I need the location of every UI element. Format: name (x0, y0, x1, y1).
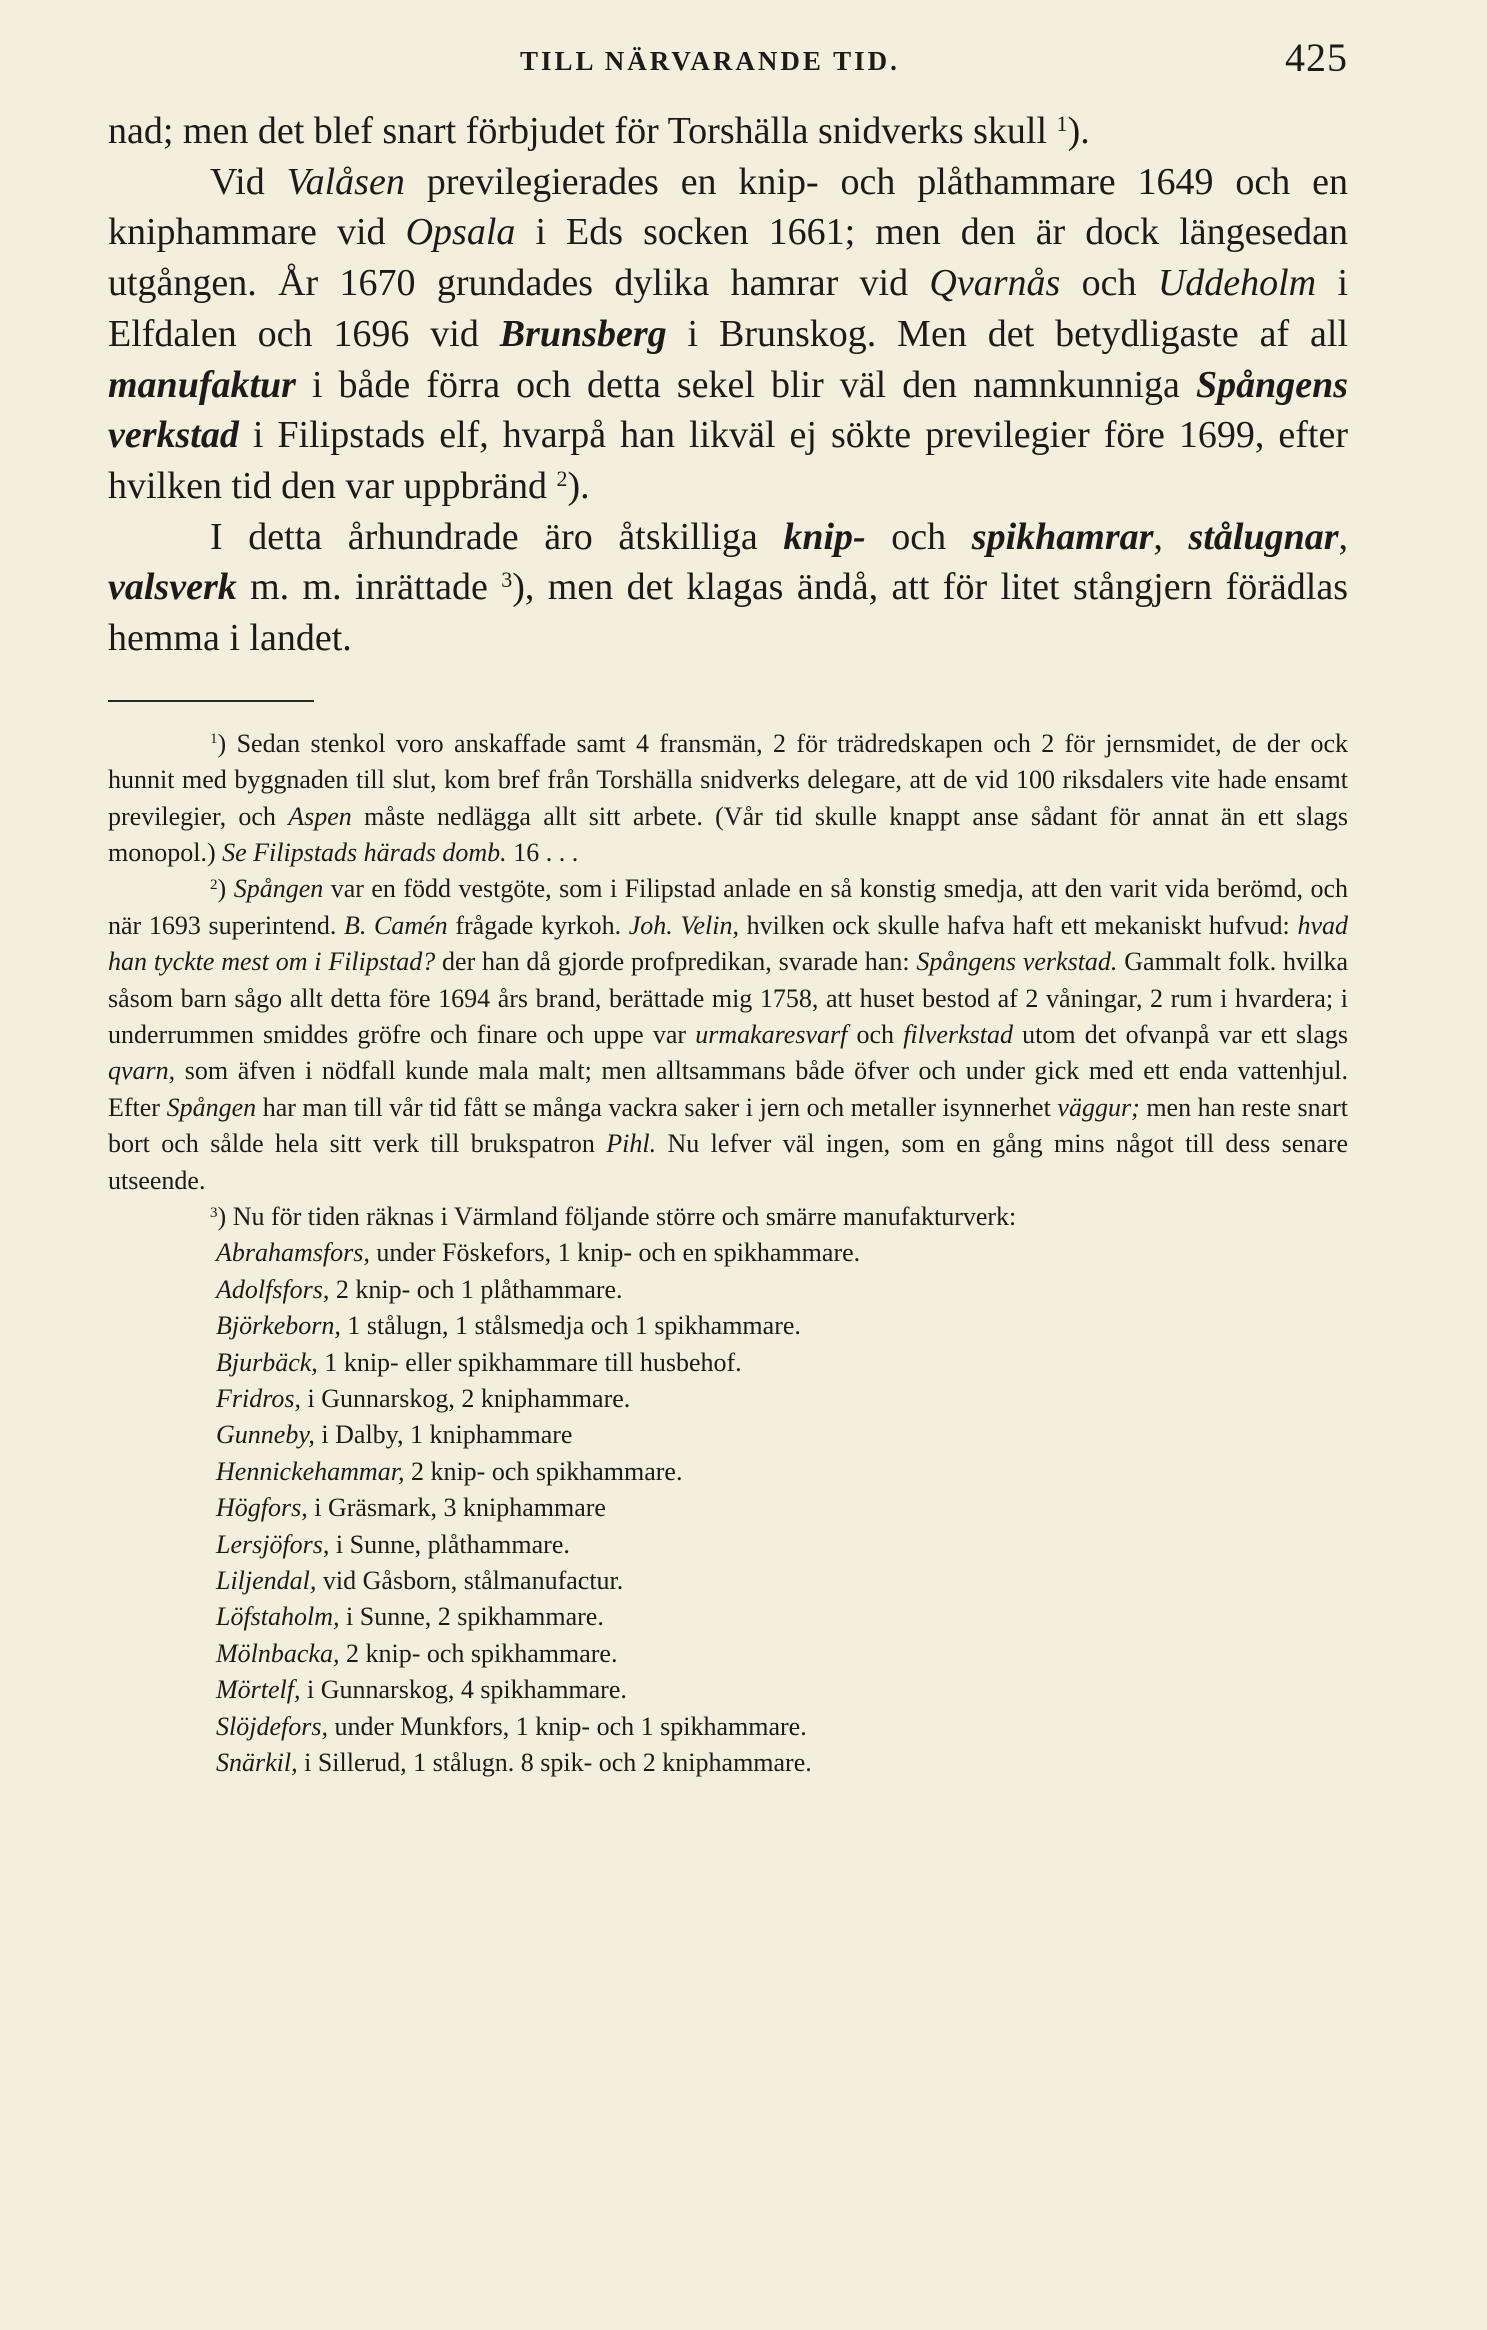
place-name: Opsala (405, 211, 516, 254)
text-run: ) Nu för tiden räknas i Värmland följande större och smärre manufakturverk: (217, 1202, 1017, 1232)
manufactory-list (108, 1235, 1348, 1781)
works-description: i Gunnarskog, 4 spikhammare. (300, 1675, 627, 1705)
place-name: Aspen (288, 801, 352, 831)
works-description: i Dalby, 1 kniphammare (314, 1420, 573, 1450)
works-description: i Sunne, 2 spikhammare. (339, 1602, 604, 1632)
works-description: under Munkfors, 1 knip- och 1 spikhammare. (327, 1711, 807, 1741)
list-item (108, 1345, 1348, 1381)
list-item (108, 1490, 1348, 1526)
emphasis: knip- (783, 515, 866, 558)
works-description: i Gräsmark, 3 kniphammare (307, 1493, 606, 1523)
works-description: i Sunne, plåthammare. (329, 1529, 570, 1559)
text-run: frågade kyrkoh. (447, 910, 629, 940)
page-number: 425 (1285, 35, 1348, 80)
text-run: som äfven i nödfall kunde mala malt; men alltsammans både öfver och under gick med ett enda vattenhjul. Efter (108, 1056, 1348, 1122)
text-run: i Elfdalen och 1696 vid (108, 262, 1348, 355)
text-run: var en född vestgöte, som i Filipstad anlade en så konstig smedja, att den varit vida berömd, och när 1693 superintend. (108, 874, 1348, 940)
citation: Se Filipstads härads domb. (222, 837, 507, 867)
list-item (108, 1272, 1348, 1308)
list-item (108, 1527, 1348, 1563)
text-run: Nu lefver väl ingen, som en gång mins något till dess senare utseende. (108, 1129, 1348, 1195)
text-run: och (847, 1019, 904, 1049)
text-run: i Filipstads elf, hvarpå han likväl ej sökte previlegier före 1699, efter hvilken tid den var uppbränd (108, 414, 1348, 507)
text-run: 16 . . . (506, 837, 579, 867)
works-description: i Sillerud, 1 stålugn. 8 spik- och 2 kniphammare. (297, 1748, 812, 1778)
footnote-2 (108, 871, 1348, 1199)
list-item (108, 1308, 1348, 1344)
list-item (108, 1745, 1348, 1781)
text-run: måste nedlägga allt sitt arbete. (Vår tid skulle knappt anse sådant för annat än ett slags monopol.) (108, 801, 1348, 867)
place-name: Uddeholm (1157, 262, 1317, 305)
footnote-mark: 2 (210, 877, 218, 894)
list-item (108, 1599, 1348, 1635)
paragraph-2 (108, 157, 1348, 512)
works-description: 2 knip- och 1 plåthammare. (329, 1274, 623, 1304)
emphasis: urmakaresvarf (695, 1019, 848, 1049)
works-name: Liljendal, (216, 1566, 317, 1596)
quotation: Spångens verkstad. (916, 947, 1118, 977)
footnote-ref-1: 1 (1056, 110, 1068, 136)
running-head: TILL NÄRVARANDE TID. (520, 46, 900, 76)
text-run: utom det ofvanpå var ett slags (1012, 1019, 1348, 1049)
text-run: , (1338, 515, 1349, 558)
works-description: 2 knip- och spikhammare. (339, 1638, 618, 1668)
text-run: I detta århundrade äro åtskilliga (210, 515, 784, 558)
list-item (108, 1636, 1348, 1672)
works-name: Lersjöfors, (216, 1529, 330, 1559)
text-run: och (865, 515, 972, 558)
emphasis: valsverk (108, 566, 237, 609)
list-item (108, 1454, 1348, 1490)
footnote-mark: 3 (210, 1204, 218, 1221)
works-description: under Föskefors, 1 knip- och en spikhammare. (369, 1238, 861, 1268)
paragraph-1 (108, 106, 1348, 157)
person-name: Spången (233, 874, 324, 904)
text-run: i både förra och detta sekel blir väl den namnkunniga (295, 363, 1196, 406)
text-run: der han då gjorde profpredikan, svarade han: (435, 947, 917, 977)
text-run: men han reste snart bort och sålde hela sitt verk till brukspatron (108, 1092, 1349, 1159)
page-header (108, 30, 1348, 86)
text-run: hvilken ock skulle hafva haft ett mekaniskt hufvud: (738, 910, 1298, 940)
works-name: Fridros, (216, 1384, 301, 1414)
footnote-mark: 1 (210, 731, 218, 748)
text-run: i Eds socken 1661; men den är dock längesedan utgången. År 1670 grundades dylika hamrar vid (108, 211, 1348, 305)
footnote-ref-3: 3 (501, 567, 513, 593)
main-text (108, 106, 1348, 664)
works-name: Abrahamsfors, (216, 1238, 370, 1268)
emphasis: qvarn, (108, 1056, 176, 1086)
footnote-1 (108, 726, 1348, 872)
works-name: Björkeborn, (216, 1311, 341, 1341)
text-run: m. m. inrättade (236, 566, 488, 609)
footnotes (108, 726, 1348, 1782)
footnote-divider (108, 700, 314, 702)
text-run: ), men det klagas ändå, att för litet stångjern förädlas hemma i landet. (108, 566, 1348, 660)
list-item (108, 1235, 1348, 1271)
book-page (108, 30, 1348, 1782)
works-description: i Gunnarskog, 2 kniphammare. (301, 1384, 631, 1414)
quotation: hvad han tyckte mest om i Filipstad? (108, 910, 1348, 977)
list-item (108, 1381, 1348, 1417)
list-item (108, 1709, 1348, 1745)
works-description: 2 knip- och spikhammare. (404, 1456, 683, 1486)
works-name: Mörtelf, (216, 1675, 301, 1705)
text-run: nad; men det blef snart förbjudet för Torshälla snidverks skull (108, 110, 1048, 152)
text-run: och (1060, 262, 1158, 305)
works-name: Högfors, (216, 1493, 308, 1523)
list-item (108, 1672, 1348, 1708)
list-item (108, 1417, 1348, 1453)
works-name: Slöjdefors, (216, 1711, 328, 1741)
person-name: Spången (166, 1092, 257, 1122)
text-run: Vid (210, 160, 287, 203)
works-name: Adolfsfors, (216, 1274, 330, 1304)
place-name: Spångens verkstad (108, 363, 1348, 457)
person-name: B. Camén (343, 910, 448, 940)
text-run: ) (217, 874, 234, 904)
list-item (108, 1563, 1348, 1599)
text-run: previlegierades en knip- och plåthammare 1649 och en kniphammare vid (108, 160, 1348, 254)
works-name: Snärkil, (216, 1748, 298, 1778)
footnote-ref-2: 2 (556, 465, 568, 491)
emphasis: stålugnar (1188, 515, 1339, 558)
works-description: 1 knip- eller spikhammare till husbehof. (317, 1347, 742, 1377)
works-name: Gunneby, (216, 1420, 315, 1450)
text-run: Gammalt folk. hvilka såsom barn sågo allt detta före 1694 års brand, berättade mig 1758, att huset bestod af 2 våningar, 2 rum i hvardera; i underrummen smiddes gröfre och finare och uppe var (108, 947, 1348, 1049)
person-name: Pihl. (606, 1129, 657, 1159)
works-description: vid Gåsborn, stålmanufactur. (316, 1566, 624, 1596)
text-run: , (1153, 515, 1189, 558)
place-name: Valåsen (286, 160, 405, 203)
emphasis: väggur; (1057, 1092, 1140, 1122)
works-name: Bjurbäck, (216, 1347, 318, 1377)
works-description: 1 stålugn, 1 stålsmedja och 1 spikhammare. (340, 1311, 801, 1341)
footnote-3 (108, 1199, 1348, 1235)
text-run: ). (567, 464, 590, 507)
text-run: ). (1067, 110, 1090, 152)
person-name: Joh. Velin, (628, 910, 739, 940)
place-name: Brunsberg (499, 312, 667, 355)
works-name: Löfstaholm, (216, 1602, 340, 1632)
text-run: i Brunskog. Men det betydligaste af all (666, 312, 1348, 355)
works-name: Mölnbacka, (216, 1638, 340, 1668)
place-name: Qvarnås (929, 262, 1061, 305)
text-run: har man till vår tid fått se många vackra saker i jern och metaller isynnerhet (256, 1092, 1058, 1122)
emphasis: filverkstad (903, 1019, 1013, 1049)
works-name: Hennickehammar, (216, 1456, 405, 1486)
paragraph-3 (108, 512, 1348, 664)
emphasis: spikhamrar (971, 515, 1154, 558)
text-run: ) Sedan stenkol voro anskaffade samt 4 fransmän, 2 för trädredskapen och 2 för jernsmidet, de der ock hunnit med byggnaden till slut, kom bref från Torshälla snidverks delegare, att de vid 100 riksdalers vite hade ensamt previlegier, och (108, 728, 1348, 831)
emphasis: manufaktur (108, 363, 296, 406)
